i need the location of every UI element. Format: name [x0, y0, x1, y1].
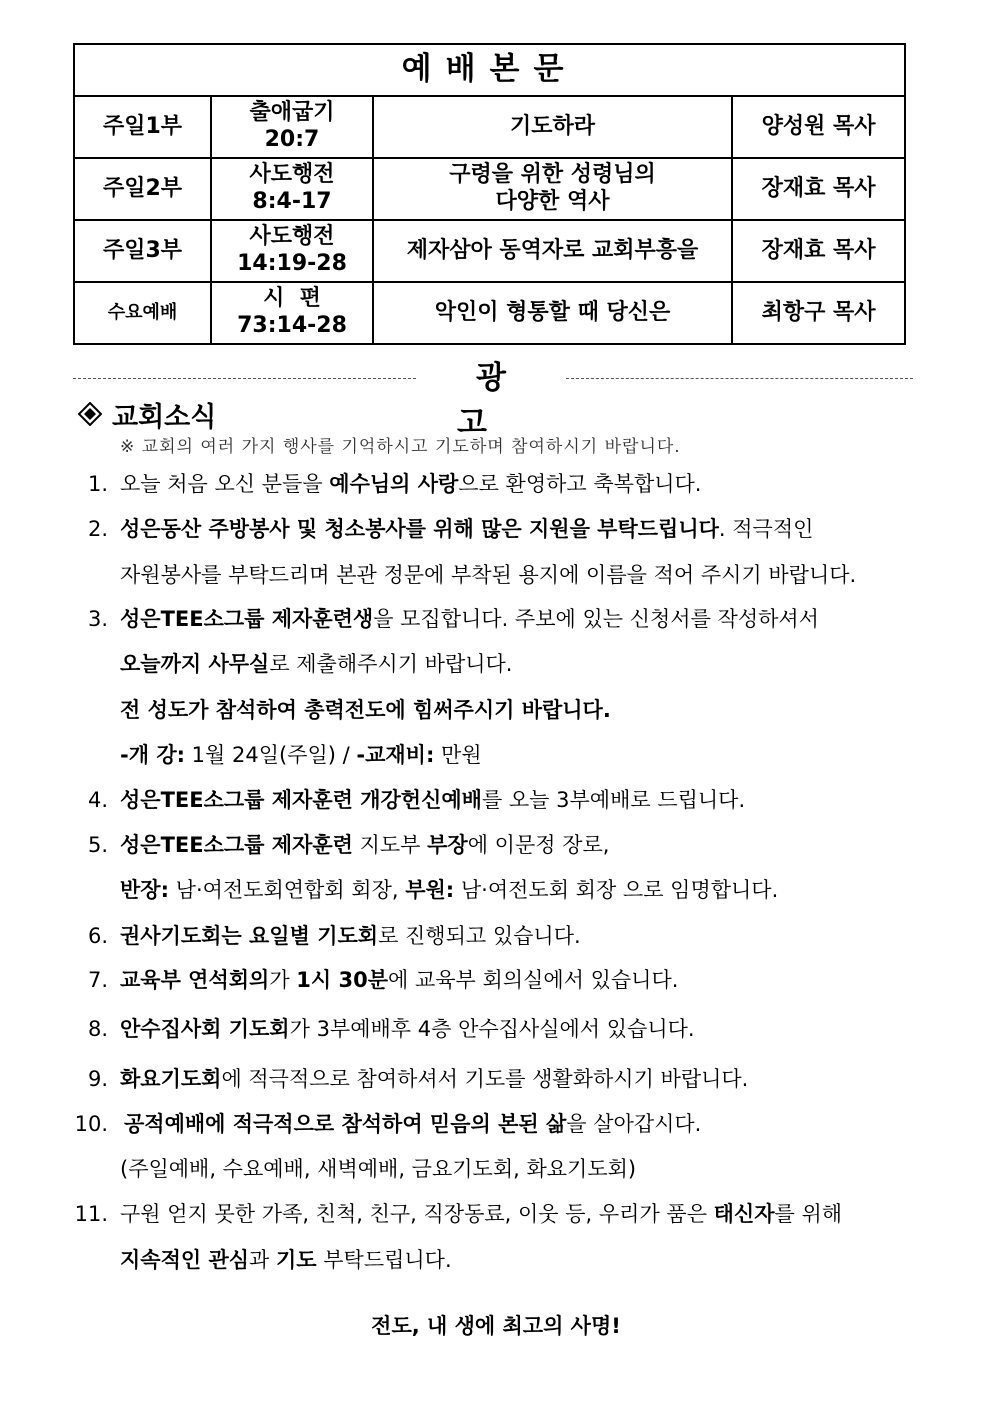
item-text: 과: [249, 1248, 276, 1272]
item-text: 만원: [434, 743, 482, 767]
sermon-title: [373, 220, 732, 282]
item-text-bold: 태신자: [713, 1202, 775, 1226]
item-text-bold: 오늘까지 사무실: [120, 652, 270, 676]
item-text: 를 위해: [774, 1202, 843, 1226]
list-item: [120, 470, 701, 498]
item-text-bold: -교재비:: [356, 743, 435, 767]
sermon-title-line: 기도하라: [509, 113, 595, 139]
item-text: 로 제출해주시기 바랍니다.: [269, 652, 513, 676]
diamond-icon: [78, 402, 102, 433]
item-number: 11.: [74, 1202, 108, 1226]
item-text-bold: 예수님의 사랑: [329, 472, 459, 496]
service-name: 수요예배: [74, 282, 211, 344]
table-row: [74, 158, 905, 220]
service-name: 주일2부: [74, 158, 211, 220]
item-text-bold: 안수집사회 기도회: [120, 1017, 290, 1041]
worship-title: 예배본문: [74, 44, 905, 96]
item-number: 1.: [87, 472, 108, 496]
sermon-title-line: 다양한 역사: [495, 189, 610, 214]
preacher: 최항구 목사: [732, 282, 905, 344]
item-text: . 적극적인: [718, 517, 814, 541]
announcement-note: ※ 교회의 여러 가지 행사를 기억하시고 기도하며 참여하시기 바랍니다.: [120, 437, 681, 457]
item-text: 부탁드립니다.: [316, 1248, 452, 1272]
item-text-bold: 성은동산 주방봉사 및 청소봉사를 위해 많은 지원을 부탁드립니다: [120, 517, 719, 541]
item-number: 6.: [87, 924, 108, 948]
list-item: [120, 1065, 748, 1093]
item-text-bold: 성은TEE소그룹 제자훈련 개강헌신예배: [120, 788, 482, 812]
dashed-divider: [73, 378, 416, 379]
church-news-title: [78, 395, 216, 434]
item-text: 남·여전도회 회장 으로 임명합니다.: [454, 878, 779, 902]
list-item: [120, 922, 581, 950]
table-row: [74, 96, 905, 158]
item-text-bold: 화요기도회: [120, 1067, 222, 1091]
item-text-bold: -개 강:: [120, 743, 185, 767]
item-number: 2.: [87, 517, 108, 541]
list-item-continuation: [120, 650, 512, 678]
item-text: 로 진행되고 있습니다.: [378, 924, 581, 948]
item-text-bold: 1시 30분: [296, 968, 388, 992]
item-text-bold: 권사기도회는 요일별 기도회: [120, 924, 379, 948]
item-text: 지도부: [352, 833, 428, 857]
item-number: 5.: [87, 833, 108, 857]
item-text: 를 오늘 3부예배로 드립니다.: [481, 788, 746, 812]
scripture-book: 사도행전: [249, 224, 335, 250]
sermon-title-line: 구령을 위한 성령님의: [449, 162, 656, 188]
item-text-bold: 부원:: [405, 878, 455, 902]
sermon-title: [373, 158, 732, 220]
item-text: 구원 얻지 못한 가족, 친척, 친구, 직장동료, 이웃 등, 우리가 품은: [120, 1202, 714, 1226]
table-row: [74, 220, 905, 282]
item-number: 4.: [87, 788, 108, 812]
announcements-title: 광고: [457, 360, 544, 441]
item-number: 7.: [87, 968, 108, 992]
item-text-bold: 성은TEE소그룹 제자훈련: [120, 833, 353, 857]
table-row: [74, 282, 905, 344]
list-item: [124, 1110, 701, 1138]
preacher: 장재효 목사: [732, 220, 905, 282]
sermon-title-line: 악인이 형통할 때 당신은: [434, 299, 671, 325]
scripture: [211, 282, 373, 344]
list-item-continuation: [120, 741, 482, 769]
list-item-continuation: [120, 1246, 452, 1274]
item-number: 8.: [87, 1017, 108, 1041]
list-item: [120, 966, 678, 994]
list-item: [120, 515, 813, 543]
item-text: 남·여전도회연합회 회장,: [168, 878, 406, 902]
item-text-bold: 공적예배에 적극적으로 참석하여 믿음의 본된 삶: [124, 1112, 567, 1136]
preacher: 장재효 목사: [732, 158, 905, 220]
scripture-ref: 14:19-28: [237, 251, 347, 276]
scripture: [211, 158, 373, 220]
item-number: 9.: [87, 1067, 108, 1091]
item-text-bold: 반장:: [120, 878, 169, 902]
item-text-bold: 지속적인 관심: [120, 1248, 250, 1272]
scripture-book: 사도행전: [249, 162, 335, 188]
item-text: 을 모집합니다. 주보에 있는 신청서를 작성하셔서: [373, 607, 819, 631]
list-item-continuation: [120, 696, 611, 724]
item-text-bold: 기도: [276, 1248, 317, 1272]
item-text: 에 이문정 장로,: [467, 833, 610, 857]
scripture-ref: 73:14-28: [237, 313, 347, 338]
sermon-title: [373, 282, 732, 344]
item-text: 을 살아갑시다.: [566, 1112, 702, 1136]
dashed-divider: [566, 378, 913, 379]
list-item: [120, 786, 745, 814]
item-text-bold: 성은TEE소그룹 제자훈련생: [120, 607, 374, 631]
scripture: [211, 96, 373, 158]
item-text: 오늘 처음 오신 분들을: [120, 472, 330, 496]
worship-schedule-table: [73, 43, 906, 345]
service-name: 주일1부: [74, 96, 211, 158]
scripture-ref: 8:4-17: [252, 189, 332, 214]
item-text-bold: 교육부 연석회의: [120, 968, 270, 992]
list-item: [120, 605, 819, 633]
service-name: 주일3부: [74, 220, 211, 282]
item-number: 3.: [87, 607, 108, 631]
scripture-book: 시 편: [263, 286, 321, 312]
list-item: [120, 1015, 695, 1043]
sermon-title-line: 제자삼아 동역자로 교회부흥을: [406, 237, 699, 263]
item-text: 가 3부예배후 4층 안수집사실에서 있습니다.: [289, 1017, 695, 1041]
item-number: 10.: [74, 1112, 108, 1136]
preacher: 양성원 목사: [732, 96, 905, 158]
scripture-book: 출애굽기: [249, 100, 335, 126]
item-text-bold: 부장: [427, 833, 468, 857]
item-text: 에 적극적으로 참여하셔서 기도를 생활화하시기 바랍니다.: [221, 1067, 749, 1091]
list-item: [120, 1200, 842, 1228]
item-text: 으로 환영하고 축복합니다.: [458, 472, 702, 496]
list-item-continuation: (주일예배, 수요예배, 새벽예배, 금요기도회, 화요기도회): [120, 1157, 637, 1181]
item-text: 1월 24일(주일) /: [185, 743, 357, 767]
section-title: 교회소식: [112, 402, 217, 433]
list-item-continuation: [120, 876, 778, 904]
item-text-bold: 전 성도가 참석하여 총력전도에 힘써주시기 바랍니다.: [120, 698, 611, 722]
scripture-ref: 20:7: [264, 127, 320, 152]
list-item: [120, 831, 609, 859]
scripture: [211, 220, 373, 282]
item-text: 에 교육부 회의실에서 있습니다.: [388, 968, 679, 992]
sermon-title: [373, 96, 732, 158]
item-text: 가: [269, 968, 297, 992]
list-item-continuation: 자원봉사를 부탁드리며 본관 정문에 부착된 용지에 이름을 적어 주시기 바랍니다.: [120, 563, 857, 587]
slogan: 전도, 내 생에 최고의 사명!: [371, 1314, 621, 1338]
